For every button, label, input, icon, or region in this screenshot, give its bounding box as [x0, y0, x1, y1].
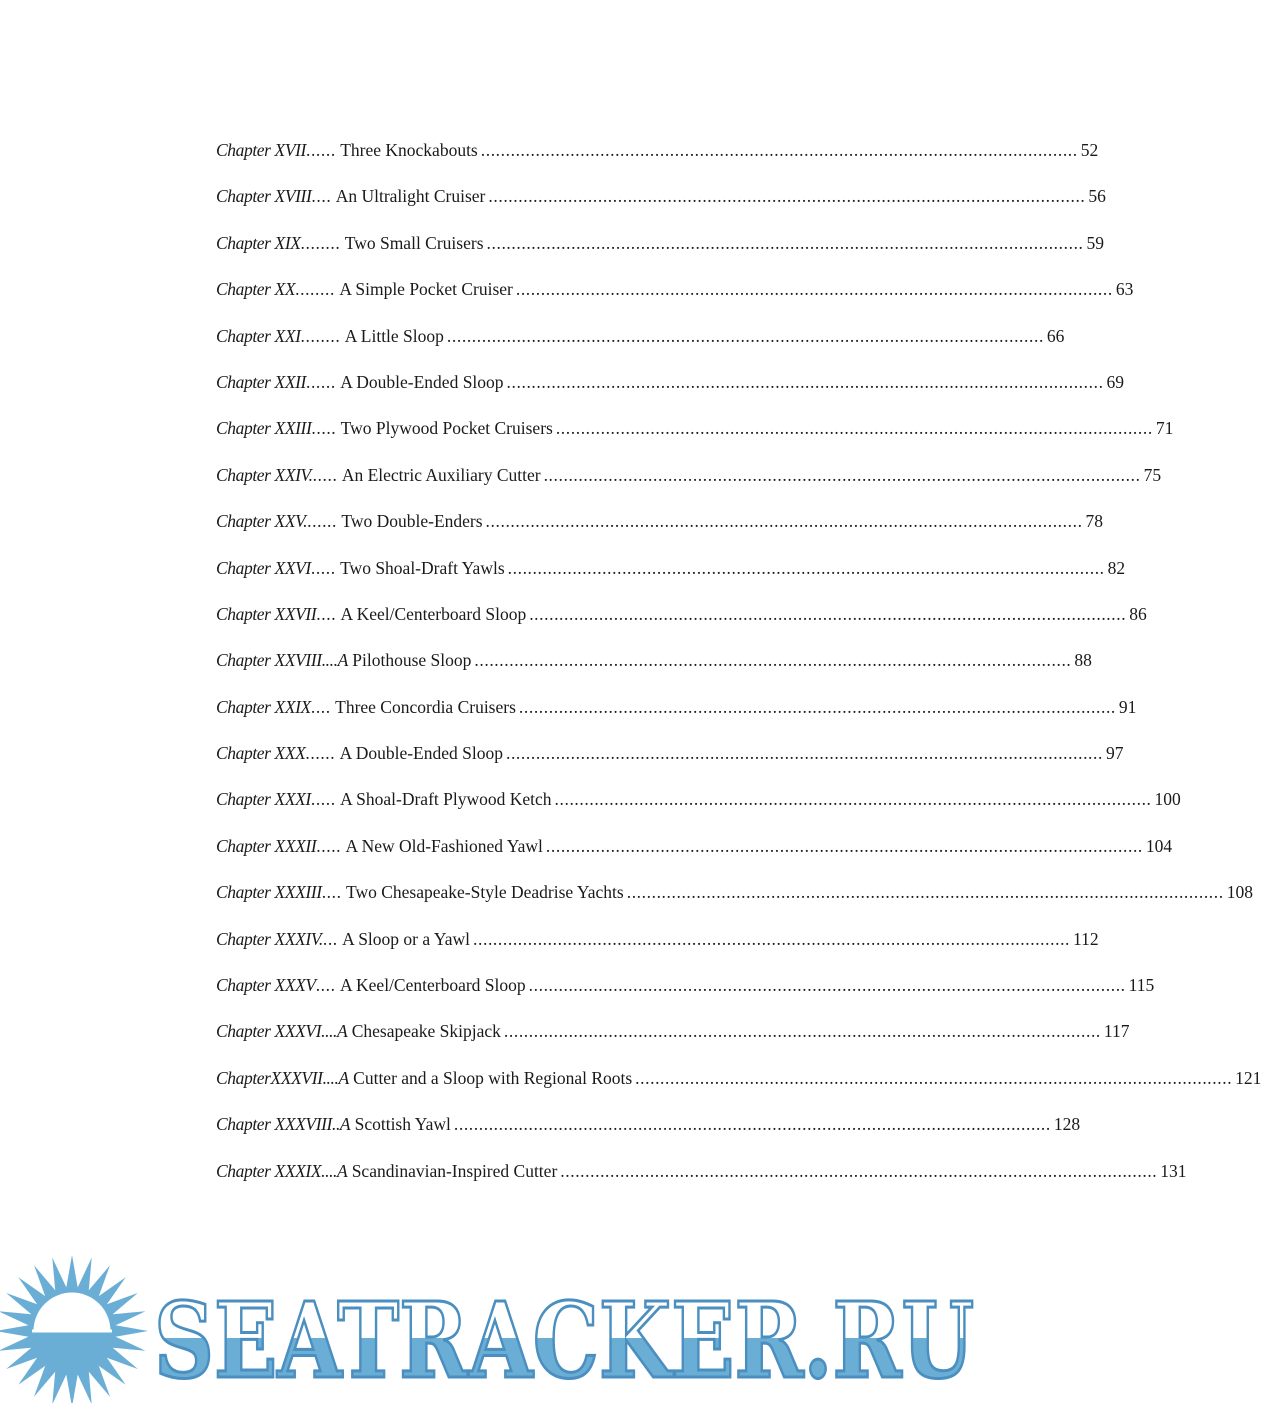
- chapter-title: Two Plywood Pocket Cruisers: [340, 418, 553, 439]
- page-number: 75: [1143, 464, 1162, 485]
- table-of-contents: [216, 138, 1261, 1205]
- sun-icon: [0, 1255, 148, 1403]
- chapter-title: Chesapeake Skipjack: [351, 1021, 501, 1042]
- toc-row: [216, 927, 1099, 973]
- toc-row: [216, 463, 1162, 509]
- toc-row: [216, 184, 1106, 230]
- page-number: 88: [1074, 650, 1092, 671]
- chapter-leader-dots: ....: [310, 696, 331, 717]
- toc-row: [216, 416, 1174, 462]
- page-leader-dots: ........................................................................................................................: [545, 835, 1143, 856]
- chapter-title: A New Old-Fashioned Yawl: [345, 835, 543, 856]
- toc-row: [216, 648, 1092, 694]
- toc-row: [216, 324, 1065, 370]
- chapter-label: Chapter XXIV.: [216, 464, 313, 485]
- page-leader-dots: ........................................................................................................................: [480, 140, 1078, 160]
- chapter-label: Chapter XXXVI....A: [216, 1021, 348, 1042]
- chapter-label: Chapter XXVII: [216, 603, 317, 624]
- toc-row: [216, 695, 1137, 741]
- page-leader-dots: ........................................................................................................................: [473, 928, 1071, 949]
- chapter-leader-dots: ......: [305, 371, 336, 392]
- chapter-title: A Keel/Centerboard Sloop: [339, 975, 526, 996]
- chapter-label: Chapter XXXV: [216, 975, 316, 996]
- page-leader-dots: ........................................................................................................................: [555, 418, 1153, 439]
- chapter-title: A Double-Ended Sloop: [339, 743, 503, 764]
- watermark-text: SEATRACKER.RU: [154, 1279, 974, 1402]
- chapter-leader-dots: .....: [310, 557, 336, 578]
- chapter-label: Chapter XVIII: [216, 186, 312, 207]
- toc-row: [216, 231, 1105, 277]
- page-number: 71: [1155, 418, 1174, 439]
- chapter-leader-dots: ........: [295, 279, 335, 300]
- page-leader-dots: ........................................................................................................................: [626, 882, 1224, 903]
- page-number: 63: [1115, 279, 1134, 300]
- toc-row: [216, 880, 1253, 926]
- page-leader-dots: ........................................................................................................................: [488, 186, 1086, 207]
- page-leader-dots: ........................................................................................................................: [528, 975, 1126, 996]
- page-leader-dots: ........................................................................................................................: [518, 696, 1116, 717]
- toc-row: [216, 787, 1181, 833]
- toc-row: [216, 1159, 1187, 1205]
- chapter-leader-dots: ......: [305, 743, 336, 764]
- page-leader-dots: ........................................................................................................................: [529, 603, 1127, 624]
- chapter-leader-dots: .....: [316, 835, 342, 856]
- chapter-label: Chapter XXXI: [216, 789, 311, 810]
- chapter-title: A Little Sloop: [344, 325, 444, 346]
- page-number: 59: [1086, 232, 1105, 253]
- chapter-title: Scandinavian-Inspired Cutter: [351, 1160, 558, 1181]
- toc-row: [216, 834, 1173, 880]
- chapter-title: Scottish Yawl: [354, 1114, 451, 1135]
- chapter-title: A Simple Pocket Cruiser: [339, 279, 513, 300]
- page-number: 66: [1046, 325, 1065, 346]
- chapter-leader-dots: ....: [316, 603, 337, 624]
- chapter-title: A Shoal-Draft Plywood Ketch: [340, 789, 552, 810]
- chapter-leader-dots: ....: [321, 882, 342, 903]
- chapter-label: Chapter XXVIII....A: [216, 650, 348, 671]
- chapter-title: Cutter and a Sloop with Regional Roots: [353, 1067, 633, 1088]
- page-number: 56: [1088, 186, 1106, 207]
- chapter-title: Two Small Cruisers: [344, 232, 484, 253]
- chapter-label: Chapter XXXVIII..A: [216, 1114, 351, 1135]
- chapter-title: Two Chesapeake-Style Deadrise Yachts: [345, 882, 624, 903]
- page-number: 100: [1154, 789, 1181, 810]
- chapter-leader-dots: ........: [300, 325, 341, 346]
- toc-row: [216, 602, 1147, 648]
- chapter-title: Pilothouse Sloop: [352, 650, 472, 671]
- toc-row: [216, 1112, 1081, 1158]
- page-leader-dots: ........................................................................................................................: [635, 1067, 1233, 1088]
- page-number: 82: [1107, 557, 1126, 578]
- chapter-label: Chapter XXXIX....A: [216, 1160, 348, 1181]
- chapter-title: Three Concordia Cruisers: [335, 696, 516, 717]
- page-leader-dots: ........................................................................................................................: [453, 1114, 1051, 1135]
- chapter-title: Three Knockabouts: [340, 140, 478, 160]
- page-leader-dots: ........................................................................................................................: [554, 789, 1152, 810]
- chapter-title: An Ultralight Cruiser: [335, 186, 486, 207]
- chapter-label: Chapter XXI: [216, 325, 301, 346]
- chapter-label: Chapter XIX: [216, 232, 301, 253]
- page-number: 69: [1106, 371, 1125, 392]
- chapter-label: ChapterXXXVII....A: [216, 1067, 349, 1088]
- chapter-leader-dots: ....: [311, 186, 332, 207]
- chapter-label: Chapter XXVI: [216, 557, 311, 578]
- chapter-leader-dots: ........: [300, 232, 341, 253]
- page-number: 52: [1080, 140, 1099, 160]
- page-number: 97: [1105, 743, 1124, 764]
- chapter-title: A Sloop or a Yawl: [342, 928, 471, 949]
- chapter-label: Chapter XXX: [216, 743, 306, 764]
- chapter-leader-dots: ......: [305, 140, 336, 160]
- toc-row: [216, 277, 1134, 323]
- page-number: 131: [1160, 1160, 1187, 1181]
- chapter-label: Chapter XXXIV.: [216, 928, 323, 949]
- page-leader-dots: ........................................................................................................................: [486, 232, 1084, 253]
- page-leader-dots: ........................................................................................................................: [485, 511, 1083, 532]
- chapter-label: Chapter XXII: [216, 371, 306, 392]
- page-leader-dots: ........................................................................................................................: [503, 1021, 1101, 1042]
- chapter-leader-dots: ...: [322, 928, 338, 949]
- page-leader-dots: ........................................................................................................................: [560, 1160, 1158, 1181]
- page-leader-dots: ........................................................................................................................: [507, 557, 1105, 578]
- page-number: 112: [1073, 928, 1099, 949]
- chapter-title: A Double-Ended Sloop: [340, 371, 504, 392]
- toc-row: [216, 741, 1124, 787]
- chapter-leader-dots: .....: [310, 789, 336, 810]
- chapter-leader-dots: .....: [311, 418, 337, 439]
- page-number: 108: [1226, 882, 1253, 903]
- toc-row: [216, 509, 1104, 555]
- toc-row: [216, 1019, 1130, 1065]
- page-number: 104: [1145, 835, 1173, 856]
- page-leader-dots: ........................................................................................................................: [505, 743, 1103, 764]
- page-leader-dots: ........................................................................................................................: [543, 464, 1141, 485]
- chapter-label: Chapter XVII: [216, 140, 306, 160]
- page-number: 121: [1235, 1067, 1261, 1088]
- toc-row: [216, 973, 1155, 1019]
- chapter-label: Chapter XXV.: [216, 511, 308, 532]
- chapter-label: Chapter XXXII: [216, 835, 317, 856]
- page-leader-dots: ........................................................................................................................: [515, 279, 1113, 300]
- chapter-leader-dots: ....: [315, 975, 336, 996]
- chapter-label: Chapter XX: [216, 279, 296, 300]
- chapter-leader-dots: .....: [312, 464, 338, 485]
- chapter-title: Two Shoal-Draft Yawls: [340, 557, 505, 578]
- chapter-title: An Electric Auxiliary Cutter: [341, 464, 541, 485]
- page-number: 78: [1085, 511, 1104, 532]
- page-number: 86: [1129, 603, 1147, 624]
- chapter-title: A Keel/Centerboard Sloop: [340, 603, 527, 624]
- page-leader-dots: ........................................................................................................................: [474, 650, 1072, 671]
- chapter-title: Two Double-Enders: [341, 511, 483, 532]
- chapter-leader-dots: ......: [307, 511, 337, 532]
- chapter-label: Chapter XXIX: [216, 696, 311, 717]
- page-number: 117: [1103, 1021, 1130, 1042]
- page-number: 91: [1118, 696, 1137, 717]
- seatracker-watermark-logo: [0, 1255, 991, 1403]
- page-leader-dots: ........................................................................................................................: [446, 325, 1044, 346]
- toc-row: [216, 1066, 1261, 1112]
- page-number: 115: [1128, 975, 1155, 996]
- chapter-label: Chapter XXXIII: [216, 882, 322, 903]
- chapter-label: Chapter XXIII: [216, 418, 312, 439]
- toc-row: [216, 556, 1126, 602]
- page-leader-dots: ........................................................................................................................: [506, 371, 1104, 392]
- toc-row: [216, 138, 1099, 184]
- page-number: 128: [1053, 1114, 1081, 1135]
- toc-row: [216, 370, 1125, 416]
